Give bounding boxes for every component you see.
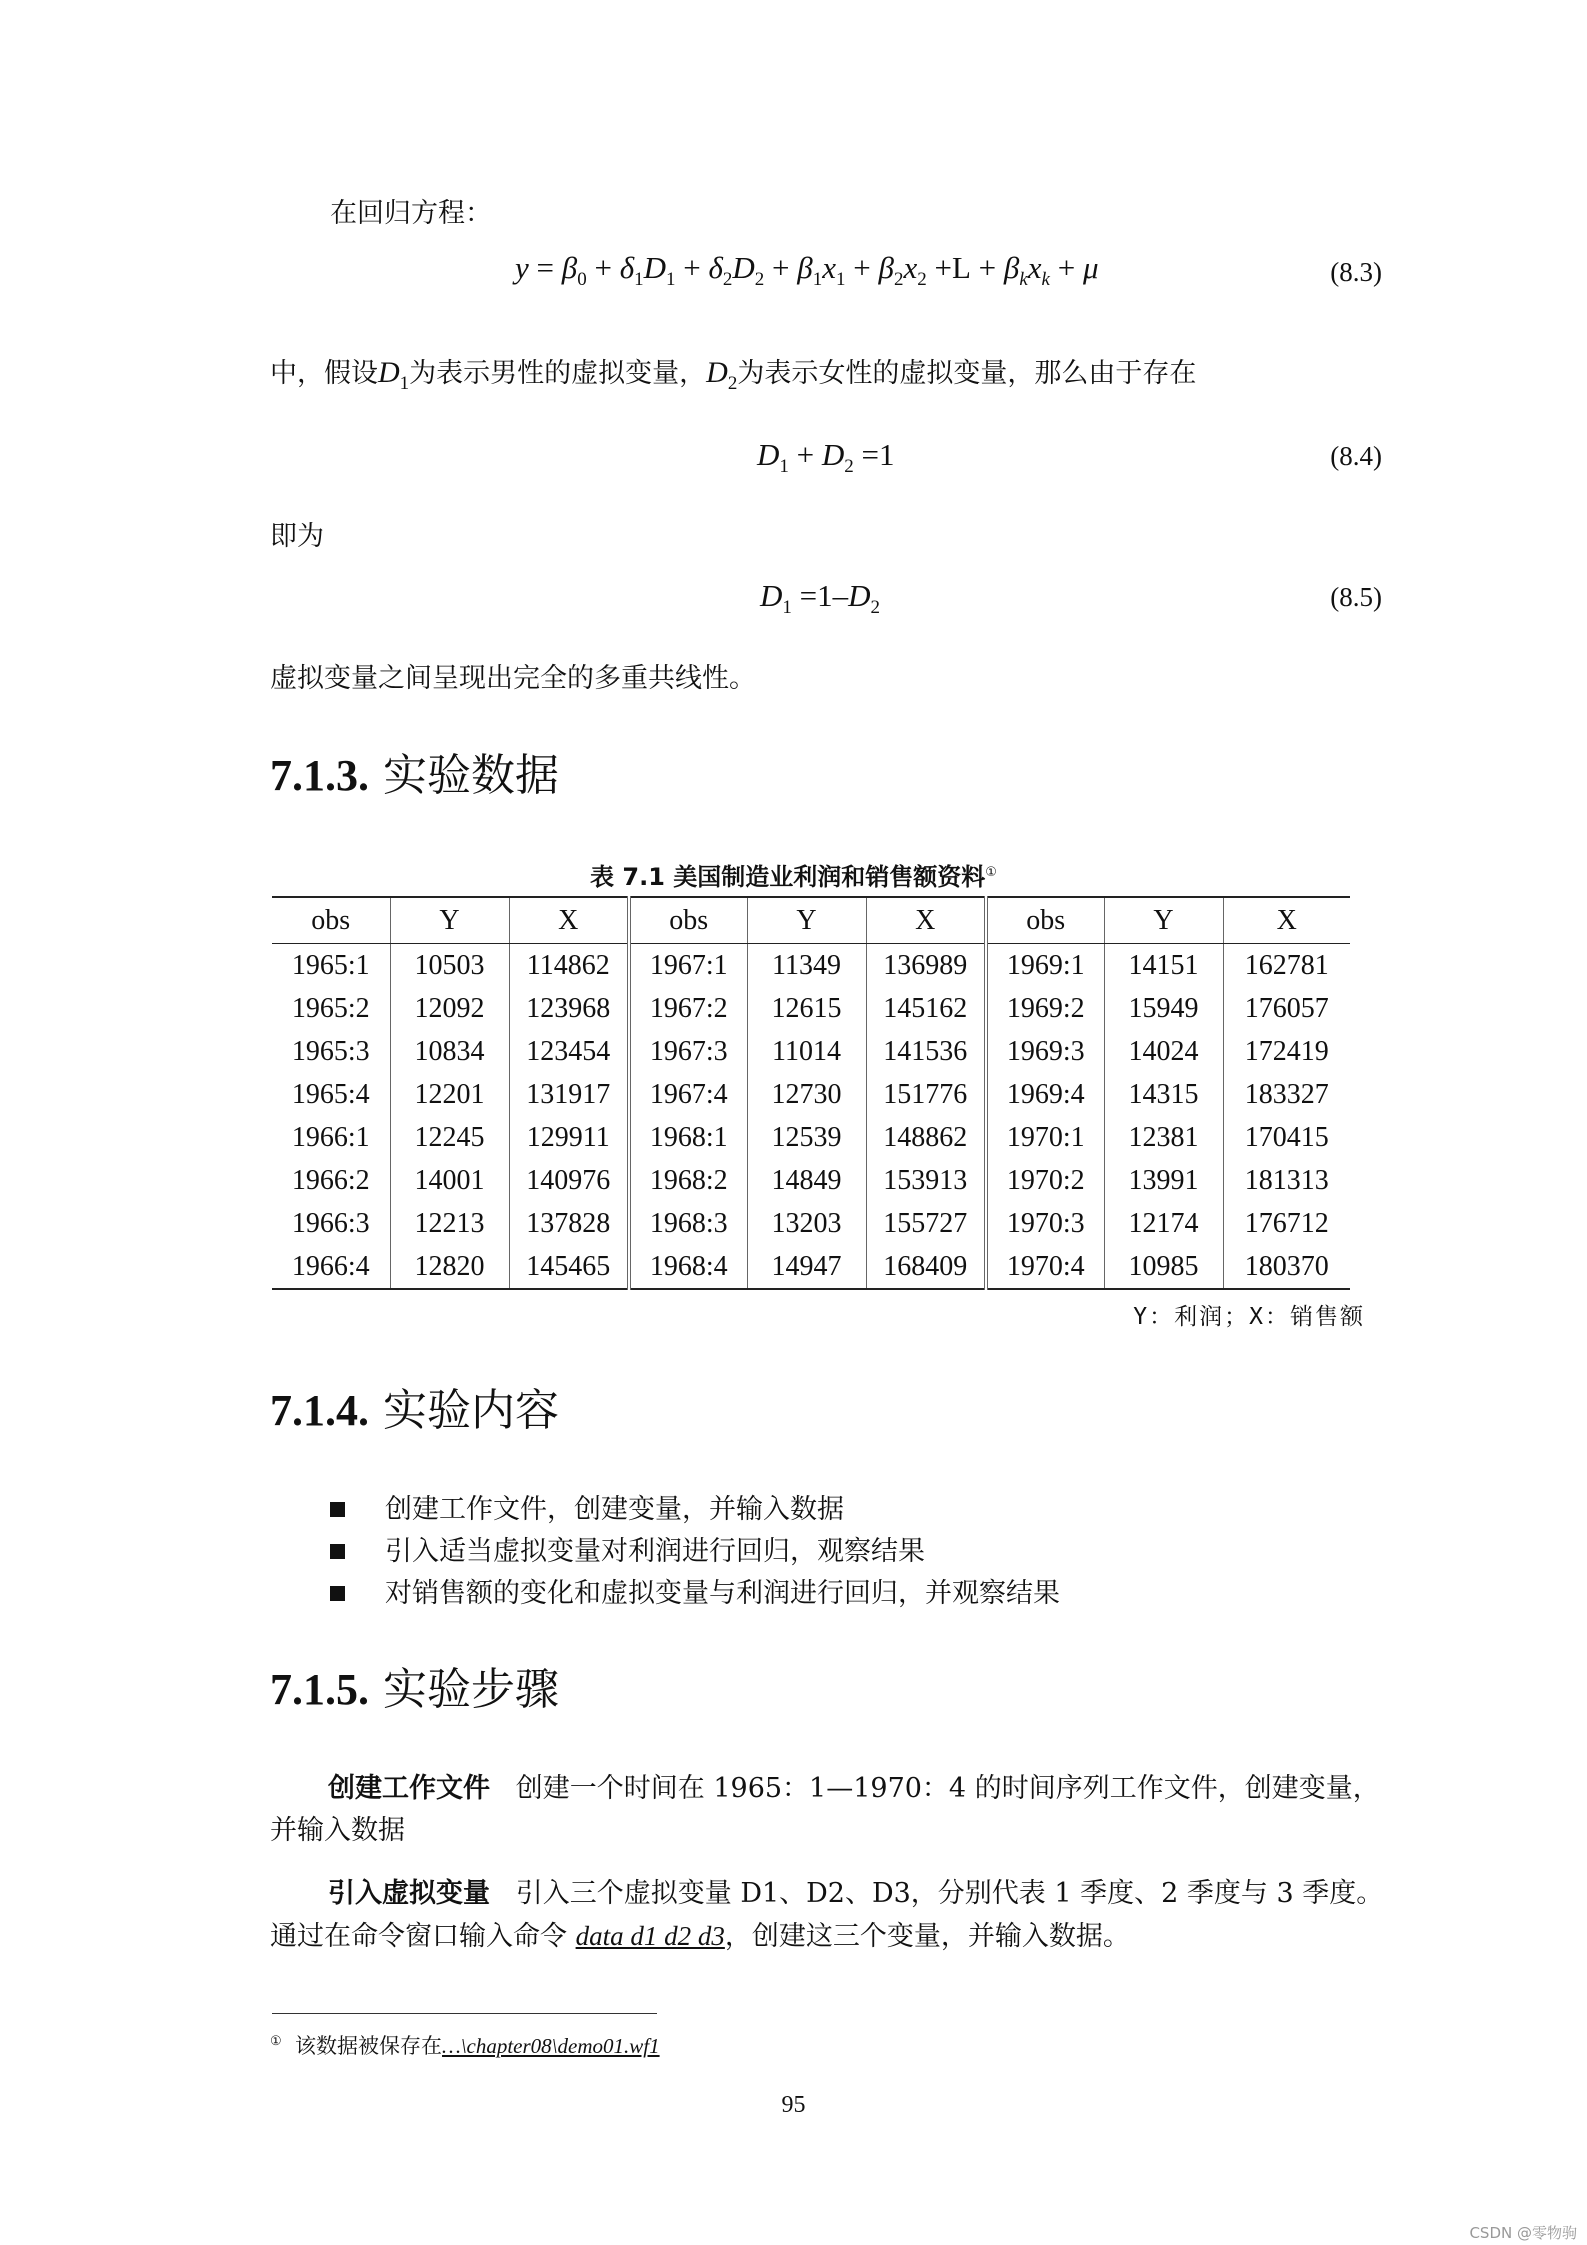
table-cell: 1968:1 bbox=[629, 1116, 747, 1159]
footnote: ① 该数据被保存在…\chapter08\demo01.wf1 bbox=[270, 2034, 660, 2058]
table-row bbox=[272, 1030, 1350, 1073]
table-cell: 172419 bbox=[1223, 1030, 1350, 1073]
table-cell: 11349 bbox=[747, 944, 866, 988]
table-header: Y bbox=[390, 897, 509, 944]
equation-number-8-4: (8.4) bbox=[1330, 441, 1382, 471]
table-caption: 表 7.1 美国制造业利润和销售额资料① bbox=[590, 863, 997, 891]
table-cell: 1969:3 bbox=[986, 1030, 1104, 1073]
paragraph-that-is: 即为 bbox=[270, 521, 324, 552]
table-cell: 180370 bbox=[1223, 1245, 1350, 1289]
table-cell: 11014 bbox=[747, 1030, 866, 1073]
section-heading-7-1-3: 7.1.3. 实验数据 bbox=[270, 750, 559, 801]
table-header-row bbox=[272, 897, 1350, 944]
table-cell: 12381 bbox=[1104, 1116, 1223, 1159]
step-create-workfile: 创建工作文件 创建一个时间在 1965：1—1970：4 的时间序列工作文件，创建变量， 并输入数据 bbox=[270, 1773, 1380, 1846]
table-cell: 1966:1 bbox=[291, 1121, 370, 1153]
table-cell: 12174 bbox=[1104, 1202, 1223, 1245]
table-header: X bbox=[1223, 897, 1350, 944]
table-cell: 14001 bbox=[390, 1159, 509, 1202]
table-header: obs bbox=[629, 897, 747, 944]
table-cell: 14947 bbox=[747, 1245, 866, 1289]
table-cell: 176057 bbox=[1223, 987, 1350, 1030]
table-cell: 10985 bbox=[1104, 1245, 1223, 1289]
table-cell: 1970:2 bbox=[986, 1159, 1104, 1202]
table-cell: 15949 bbox=[1104, 987, 1223, 1030]
table-cell: 13203 bbox=[747, 1202, 866, 1245]
table-cell: 1966:2 bbox=[291, 1164, 370, 1196]
step-dummy-variables: 引入虚拟变量 引入三个虚拟变量 D1、D2、D3，分别代表 1 季度、2 季度与 3 季度。 通过在命令窗口输入命令 data d1 d2 d3，创建这三个变量，并输入数据。 bbox=[270, 1878, 1384, 1952]
table-header: obs bbox=[272, 897, 390, 944]
table-cell: 151776 bbox=[866, 1073, 986, 1116]
table-cell: 14315 bbox=[1104, 1073, 1223, 1116]
eq-term: β bbox=[561, 250, 578, 285]
table-row bbox=[272, 987, 1350, 1030]
table-cell: 12201 bbox=[390, 1073, 509, 1116]
data-table bbox=[272, 896, 1350, 1290]
table-cell: 1967:3 bbox=[629, 1030, 747, 1073]
table-cell: 137828 bbox=[509, 1202, 629, 1245]
table-cell: 1965:1 bbox=[291, 949, 370, 981]
command-code: data d1 d2 d3 bbox=[575, 1921, 725, 1951]
table-header: X bbox=[866, 897, 986, 944]
table-cell: 12539 bbox=[747, 1116, 866, 1159]
table-cell: 1965:4 bbox=[291, 1078, 370, 1110]
equation-8-3: $y = \beta_0 + \delta_1D_1 + \delta_2D_2 + \beta_1x_1 + \beta_2x_2 +L + \beta_kx_k + \mu$ bbox=[515, 250, 1099, 290]
table-cell: 14151 bbox=[1104, 944, 1223, 988]
page-number: 95 bbox=[781, 2092, 806, 2118]
table-note: Y：利润；X：销售额 bbox=[1133, 1304, 1365, 1330]
table-cell: 1970:4 bbox=[986, 1245, 1104, 1289]
table-header: X bbox=[509, 897, 629, 944]
table-header: Y bbox=[1104, 897, 1223, 944]
table-cell: 1969:2 bbox=[986, 987, 1104, 1030]
table-cell: 10503 bbox=[390, 944, 509, 988]
table-cell: 12213 bbox=[390, 1202, 509, 1245]
table-cell: 1965:2 bbox=[291, 992, 370, 1024]
paragraph-dummy-definition: 中，假设$D_1$为表示男性的虚拟变量，$D_2$为表示女性的虚拟变量，那么由于存在 bbox=[270, 356, 1197, 394]
table-cell: 1968:4 bbox=[629, 1245, 747, 1289]
paragraph-collinearity: 虚拟变量之间呈现出完全的多重共线性。 bbox=[270, 663, 756, 694]
table-cell: 12730 bbox=[747, 1073, 866, 1116]
table-cell: 1967:2 bbox=[629, 987, 747, 1030]
square-bullet-icon bbox=[330, 1502, 345, 1517]
table-row bbox=[272, 1073, 1350, 1116]
table-cell: 12245 bbox=[390, 1116, 509, 1159]
table-cell: 14849 bbox=[747, 1159, 866, 1202]
square-bullet-icon bbox=[330, 1544, 345, 1559]
table-cell: 155727 bbox=[866, 1202, 986, 1245]
table-header: obs bbox=[986, 897, 1104, 944]
equation-8-4: $D_1 + D_2 =1$ bbox=[757, 437, 895, 477]
table-cell: 140976 bbox=[509, 1159, 629, 1202]
table-cell: 1967:1 bbox=[629, 944, 747, 988]
intro-text: 在回归方程： bbox=[330, 198, 492, 229]
table-cell: 162781 bbox=[1223, 944, 1350, 988]
table-cell: 10834 bbox=[390, 1030, 509, 1073]
footnote-divider bbox=[272, 2013, 657, 2014]
section-heading-7-1-4: 7.1.4. 实验内容 bbox=[270, 1385, 559, 1436]
table-cell: 12820 bbox=[390, 1245, 509, 1289]
table-row bbox=[272, 1245, 1350, 1289]
table-cell: 168409 bbox=[866, 1245, 986, 1289]
table-cell: 1970:1 bbox=[986, 1116, 1104, 1159]
table-cell: 1965:3 bbox=[291, 1035, 370, 1067]
table-cell: 114862 bbox=[509, 944, 629, 988]
table-cell: 145465 bbox=[509, 1245, 629, 1289]
table-cell: 148862 bbox=[866, 1116, 986, 1159]
square-bullet-icon bbox=[330, 1586, 345, 1601]
table-cell: 1966:4 bbox=[272, 1245, 390, 1289]
table-cell: 13991 bbox=[1104, 1159, 1223, 1202]
table-cell: 1966:3 bbox=[291, 1207, 370, 1239]
table-cell: 123968 bbox=[509, 987, 629, 1030]
table-cell: 1967:4 bbox=[629, 1073, 747, 1116]
table-cell: 170415 bbox=[1223, 1116, 1350, 1159]
equation-number-8-5: (8.5) bbox=[1330, 582, 1382, 612]
table-cell: 14024 bbox=[1104, 1030, 1223, 1073]
table-cell: 129911 bbox=[509, 1116, 629, 1159]
table-cell: 1968:3 bbox=[629, 1202, 747, 1245]
table-row bbox=[272, 944, 1350, 988]
table-cell: 1970:3 bbox=[986, 1202, 1104, 1245]
table-cell: 136989 bbox=[866, 944, 986, 988]
table-cell: 176712 bbox=[1223, 1202, 1350, 1245]
table-cell: 181313 bbox=[1223, 1159, 1350, 1202]
section-heading-7-1-5: 7.1.5. 实验步骤 bbox=[270, 1664, 559, 1715]
table-cell: 145162 bbox=[866, 987, 986, 1030]
table-row bbox=[272, 1202, 1350, 1245]
table-row bbox=[272, 1116, 1350, 1159]
table-cell: 12092 bbox=[390, 987, 509, 1030]
table-cell: 183327 bbox=[1223, 1073, 1350, 1116]
table-cell: 12615 bbox=[747, 987, 866, 1030]
table-cell: 1969:4 bbox=[986, 1073, 1104, 1116]
table-cell: 123454 bbox=[509, 1030, 629, 1073]
table-row bbox=[272, 1159, 1350, 1202]
table-cell: 1969:1 bbox=[986, 944, 1104, 988]
table-cell: 1968:2 bbox=[629, 1159, 747, 1202]
equation-8-5: $D_1 =1-D_2$ bbox=[760, 578, 881, 618]
watermark: CSDN @零物驹 bbox=[1469, 2224, 1577, 2242]
table-cell: 141536 bbox=[866, 1030, 986, 1073]
table-header: Y bbox=[747, 897, 866, 944]
equation-number-8-3: (8.3) bbox=[1330, 257, 1382, 287]
file-path: …\chapter08\demo01.wf1 bbox=[442, 2034, 660, 2058]
table-cell: 153913 bbox=[866, 1159, 986, 1202]
table-cell: 131917 bbox=[509, 1073, 629, 1116]
